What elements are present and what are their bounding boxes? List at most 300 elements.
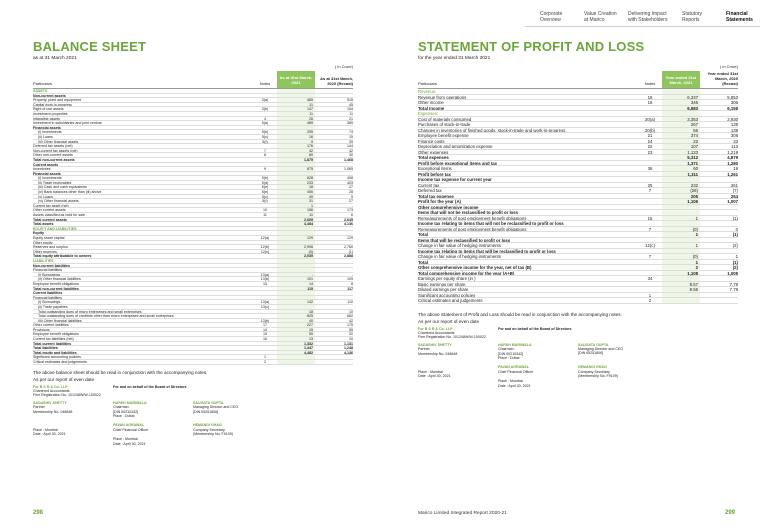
row-note xyxy=(253,259,277,263)
row-note: 5(a) xyxy=(261,121,269,126)
row-note: 15 xyxy=(647,215,653,221)
row-previous-value: 2,645 xyxy=(344,217,353,222)
row-current-value xyxy=(277,94,315,98)
row-particular: Non-current tax assets (net) xyxy=(33,148,78,153)
row-particular: Current tax xyxy=(418,182,440,187)
row-current-value: 1,875 xyxy=(277,158,315,162)
row-particular: Total non-current liabilities xyxy=(33,286,79,291)
auditor-firm: For B S R & Co. LLP xyxy=(33,384,68,389)
signatory-place: Place : Dubai xyxy=(113,414,135,419)
row-particular: Income tax relating to items that will be reclassified to profit or loss xyxy=(418,248,556,253)
row-previous-value: 0 xyxy=(735,226,738,232)
row-previous-value xyxy=(700,238,738,243)
row-note: 24 xyxy=(647,138,653,144)
row-particular: Profit before tax xyxy=(418,171,451,176)
row-current-value: 9 xyxy=(277,140,315,144)
row-note: 13(a) xyxy=(260,272,270,277)
row-current-value: 11 xyxy=(277,213,315,217)
row-particular: Capital work-in-progress xyxy=(33,102,72,107)
row-previous-value: 1,261 xyxy=(727,171,738,177)
row-current-value: 101 xyxy=(277,277,315,281)
row-particular: Financial liabilities xyxy=(33,268,62,272)
row-previous-value: 261 xyxy=(730,182,738,188)
row-note: 5(c) xyxy=(261,134,269,139)
row-particular: (v) Loans xyxy=(38,194,53,199)
nav-item-value-creation[interactable]: Value Creation at Marico xyxy=(584,11,617,23)
page-title: STATEMENT OF PROFIT AND LOSS xyxy=(418,39,645,54)
row-particular: Property, plant and equipment xyxy=(33,98,81,102)
row-previous-value xyxy=(315,305,353,309)
row-current-value: 1,447 xyxy=(277,346,315,350)
row-current-value: 1 xyxy=(277,204,315,208)
signatory-role: Managing Director and CEO xyxy=(193,405,239,410)
row-current-value: 1,311 xyxy=(662,172,700,177)
row-previous-value: 1,280 xyxy=(727,160,738,166)
row-previous-value: 173 xyxy=(347,208,353,213)
row-previous-value: 4,879 xyxy=(727,155,738,160)
row-note xyxy=(253,264,277,268)
row-particular: Other current liabilities xyxy=(33,323,69,327)
row-previous-value: 10 xyxy=(349,337,353,342)
row-particular: Other income xyxy=(418,100,444,105)
row-previous-value: 129 xyxy=(347,236,353,240)
row-particular: Other comprehensive income for the year, net of tax (B) xyxy=(418,265,532,270)
row-note: 2 xyxy=(264,360,266,365)
row-particular: Change in fair value of hedging instruments xyxy=(418,243,501,248)
row-note xyxy=(253,351,277,355)
row-note: 11 xyxy=(263,213,267,218)
row-current-value: 295 xyxy=(277,130,315,134)
row-note: 1 xyxy=(648,292,652,298)
row-note xyxy=(253,172,277,176)
unit-label: ( in Crore) xyxy=(334,64,353,69)
header-previous-year: Year ended 31st March, 2020 (Recast) xyxy=(707,71,738,86)
row-note xyxy=(638,260,662,265)
row-particular: Investment in subsidiaries and joint venture xyxy=(33,121,102,125)
row-current-value xyxy=(277,241,315,245)
row-particular: Deferred tax xyxy=(418,188,442,193)
row-note xyxy=(638,106,662,111)
row-note: 5(f) xyxy=(262,199,268,204)
row-previous-value: 1,065 xyxy=(344,167,353,172)
row-current-value: 1,106 xyxy=(662,199,700,204)
row-current-value: 11 xyxy=(277,103,315,107)
row-current-value: 346 xyxy=(662,100,700,105)
row-note xyxy=(638,89,662,94)
row-particular: Current assets xyxy=(33,162,59,167)
row-current-value: 875 xyxy=(277,167,315,171)
row-particular: Items that will be reclassified to profit or loss xyxy=(418,237,511,242)
row-current-value: 18 xyxy=(277,310,315,314)
row-current-value xyxy=(277,305,315,309)
row-current-value xyxy=(662,249,700,254)
header-notes: Notes xyxy=(259,81,271,86)
row-particular: Total assets xyxy=(33,222,54,226)
row-current-value: 1 xyxy=(662,260,700,265)
row-particular: Reserves and surplus xyxy=(33,245,68,249)
row-particular: Right of use assets xyxy=(33,107,64,111)
row-previous-value xyxy=(700,276,738,281)
row-particular: Total outstanding dues of creditors other than micro enterprises and small enterprises xyxy=(38,314,174,318)
row-previous-value: 306 xyxy=(730,100,738,105)
row-current-value: - xyxy=(277,273,315,277)
row-note: 12(b) xyxy=(260,245,270,250)
row-note xyxy=(253,296,277,300)
row-note: 15 xyxy=(263,281,267,286)
row-particular: Exceptional items xyxy=(418,166,452,171)
signatory-place: Place : Dubai xyxy=(498,355,520,360)
row-note xyxy=(253,287,277,291)
row-particular: Profit before exceptional items and tax xyxy=(418,160,498,165)
row-particular: Items that will not be reclassified to profit or loss xyxy=(418,210,519,215)
row-note xyxy=(253,241,277,245)
row-previous-value: 408 xyxy=(347,176,353,181)
row-particular: Profit for the year (A) xyxy=(418,199,461,204)
row-previous-value: 138 xyxy=(730,122,738,127)
row-note xyxy=(253,310,277,314)
row-particular: (ii) Loans xyxy=(38,134,53,139)
row-particular: Diluted earnings per share xyxy=(418,287,469,292)
row-note: 5(c) xyxy=(261,194,269,199)
row-current-value xyxy=(277,268,315,272)
row-note: 12(a) xyxy=(260,236,270,240)
row-note: 25 xyxy=(647,182,653,188)
signatory-name: SAUGATA GUPTA xyxy=(578,342,609,347)
row-previous-value: 1,468 xyxy=(344,157,353,162)
row-particular: Current tax asset (net) xyxy=(33,203,69,208)
top-navigation xyxy=(540,11,760,23)
row-previous-value xyxy=(315,360,353,364)
row-particular: Total expenses xyxy=(418,155,449,160)
row-particular: Total equity and liabilities xyxy=(33,350,77,355)
row-note xyxy=(253,231,277,235)
nav-item-delivering-impact[interactable]: Delivering Impact with Stakeholders xyxy=(628,11,668,23)
signatory-name: HARSH MARIWALA xyxy=(498,342,532,347)
row-particular: Total current assets xyxy=(33,217,67,222)
row-previous-value: 2,888 xyxy=(344,254,353,259)
row-previous-value: 138 xyxy=(730,127,738,133)
row-note: 3(a) xyxy=(261,98,269,103)
row-current-value xyxy=(662,293,700,298)
row-current-value: 406 xyxy=(277,190,315,194)
row-particular: (iii) Other financial assets xyxy=(38,139,79,144)
row-particular: Employee benefit obligations xyxy=(33,281,79,286)
row-note xyxy=(638,177,662,182)
row-particular: Total non-current assets xyxy=(33,157,75,162)
header-previous-year: As at 31st March, 2020 (Recast) xyxy=(320,76,353,86)
row-previous-value: 7.79 xyxy=(729,281,738,287)
row-particular: Financial assets xyxy=(33,171,61,176)
row-current-value: 50 xyxy=(277,332,315,336)
row-previous-value: - xyxy=(351,203,353,208)
row-previous-value: 33 xyxy=(733,138,738,144)
row-particular: Earnings per equity share (in ) xyxy=(418,276,476,281)
table-row xyxy=(418,298,738,304)
row-note: 9 xyxy=(264,167,266,172)
date: Date : April 30, 2021 xyxy=(113,441,146,446)
row-particular: Changes in inventories of finished goods, stock-in-trade and work-in-progress xyxy=(418,127,566,132)
row-particular: ASSETS xyxy=(33,89,48,93)
row-current-value: 115 xyxy=(277,287,315,291)
row-note: 5(b) xyxy=(261,130,269,135)
date: Date : April 30, 2021 xyxy=(498,383,531,388)
row-previous-value: 144 xyxy=(347,144,353,149)
row-particular: Other equity xyxy=(33,240,53,245)
row-note xyxy=(638,122,662,127)
row-note xyxy=(253,158,277,162)
page-subtitle: for the year ended 31 March 2021 xyxy=(418,56,491,61)
row-current-value: 3,353 xyxy=(662,117,700,122)
row-previous-value xyxy=(315,241,353,245)
row-current-value xyxy=(662,221,700,226)
row-current-value: 56 xyxy=(662,128,700,133)
row-note xyxy=(253,218,277,222)
row-current-value: 2,035 xyxy=(277,254,315,258)
row-note: 36 xyxy=(647,166,653,171)
header-particulars: Particulars xyxy=(418,81,437,86)
row-previous-value xyxy=(700,111,738,116)
row-particular: Other comprehensive income xyxy=(418,204,479,209)
row-previous-value: 45 xyxy=(349,102,353,107)
signatory-name: HARSH MARIWALA xyxy=(113,400,147,405)
row-current-value: 4,482 xyxy=(277,351,315,355)
signatory-role: Company Secretary xyxy=(193,427,225,432)
row-particular: Equity share capital xyxy=(33,236,65,240)
row-previous-value: (1) xyxy=(732,215,738,221)
profit-loss-page xyxy=(418,40,738,388)
row-current-value: 6,337 xyxy=(662,95,700,100)
row-previous-value: 2,930 xyxy=(727,116,738,122)
row-particular: Intangible assets xyxy=(33,116,60,121)
row-previous-value: 1,005 xyxy=(727,270,738,276)
row-note: 13(c) xyxy=(260,304,270,309)
row-particular: Equity xyxy=(33,231,44,235)
row-note: 7 xyxy=(648,188,652,193)
row-current-value xyxy=(662,177,700,182)
row-previous-value: (1) xyxy=(732,232,738,237)
row-previous-value: 55 xyxy=(349,327,353,332)
row-previous-value: 682 xyxy=(347,314,353,319)
row-note: 17 xyxy=(263,323,267,328)
row-previous-value: 109 xyxy=(347,277,353,282)
row-note: 10 xyxy=(263,208,267,213)
signatory-din: [DIN 00210342] xyxy=(113,409,139,414)
date: Date : April 30, 2021 xyxy=(33,432,66,437)
signatures xyxy=(418,327,738,388)
row-note: 4 xyxy=(264,116,266,121)
row-current-value xyxy=(277,89,315,93)
row-current-value xyxy=(277,172,315,176)
row-particular: Non-current liabilities xyxy=(33,263,70,268)
row-note: 12(c) xyxy=(645,243,655,248)
row-current-value: 267 xyxy=(662,122,700,127)
row-previous-value: 27 xyxy=(349,199,353,204)
row-previous-value xyxy=(315,268,353,272)
row-current-value: 485 xyxy=(277,98,315,102)
row-current-value: 8.56 xyxy=(662,287,700,292)
row-current-value xyxy=(277,227,315,231)
auditor-type: Chartered Accountants xyxy=(418,330,455,335)
row-note xyxy=(253,222,277,226)
signatures xyxy=(33,385,353,446)
row-current-value: 825 xyxy=(277,314,315,318)
signatory-role: Chief Financial Officer xyxy=(498,369,534,374)
row-note xyxy=(638,249,662,254)
row-current-value: (0) xyxy=(662,254,700,259)
row-particular: (i) Borrowings xyxy=(38,272,61,277)
row-note xyxy=(253,342,277,346)
row-current-value: 42 xyxy=(277,149,315,153)
row-previous-value xyxy=(315,89,353,93)
row-previous-value: 4,136 xyxy=(344,222,353,227)
row-particular: (vi) Other financial assets xyxy=(38,199,79,203)
row-particular: Assets classified as held for sale xyxy=(33,213,85,217)
row-current-value xyxy=(662,276,700,281)
report-footer: Marico Limited Integrated Report 2020-21 xyxy=(418,511,507,516)
row-note xyxy=(638,172,662,177)
row-current-value: 14 xyxy=(277,282,315,286)
row-previous-value: 117 xyxy=(347,286,353,291)
table-row xyxy=(33,360,353,365)
row-note: 13(b) xyxy=(260,318,270,323)
row-current-value: 60 xyxy=(662,166,700,171)
page-title: BALANCE SHEET xyxy=(33,39,147,54)
auditor-reg: Firm Registration No. 101248W/W-100022 xyxy=(33,393,101,398)
auditor-type: Chartered Accountants xyxy=(33,389,70,394)
row-current-value: 15 xyxy=(277,328,315,332)
row-note xyxy=(253,126,277,130)
row-previous-value: 2,760 xyxy=(344,245,353,250)
row-note xyxy=(253,103,277,107)
row-note xyxy=(253,254,277,258)
row-current-value xyxy=(662,205,700,210)
unit-label: ( in Crore) xyxy=(719,64,738,69)
row-previous-value xyxy=(700,298,738,303)
row-current-value: 147 xyxy=(277,107,315,111)
row-note xyxy=(253,346,277,350)
row-note xyxy=(253,204,277,208)
signatory-din: [DIN 05251806] xyxy=(193,409,219,414)
nav-item-statutory-reports[interactable]: Statutory Reports xyxy=(682,11,703,23)
row-note xyxy=(638,155,662,160)
row-current-value xyxy=(277,231,315,235)
row-previous-value xyxy=(315,227,353,231)
row-note xyxy=(638,287,662,292)
row-note: 2 xyxy=(648,298,652,303)
row-current-value: 205 xyxy=(662,194,700,199)
row-note: 21 xyxy=(647,133,653,138)
row-previous-value: 113 xyxy=(731,144,738,149)
row-particular: Employee benefit obligations xyxy=(33,332,79,337)
row-previous-value: (7) xyxy=(732,188,738,193)
row-particular: Financial assets xyxy=(33,125,61,130)
row-note xyxy=(253,144,277,148)
signatory-role: Company Secretary xyxy=(578,369,610,374)
row-current-value: 628 xyxy=(277,176,315,180)
row-particular: Investment properties xyxy=(33,111,68,116)
row-note: 3(b) xyxy=(261,107,269,112)
row-current-value: 1 xyxy=(662,232,700,237)
page-number-right: 299 xyxy=(724,510,735,516)
row-particular: Employee benefit expense xyxy=(418,133,469,138)
board-label: For and on behalf of the Board of Directors xyxy=(113,384,187,389)
signatory-role: Chairman xyxy=(498,347,514,352)
row-particular: Provisions xyxy=(33,327,50,332)
row-previous-value: 39 xyxy=(349,139,353,144)
row-current-value: 1,133 xyxy=(662,150,700,155)
row-current-value: 1,108 xyxy=(662,271,700,276)
row-previous-value xyxy=(700,89,738,94)
row-current-value: 227 xyxy=(277,323,315,327)
row-current-value: 2,906 xyxy=(277,245,315,249)
row-particular: (i) Investments xyxy=(38,176,62,180)
signatory-name: SADASHIV SHETTY xyxy=(33,400,67,405)
row-current-value: 40 xyxy=(277,319,315,323)
row-previous-value: 254 xyxy=(730,193,738,199)
row-current-value: 2 xyxy=(662,265,700,270)
nav-item-corporate-overview[interactable]: Corporate Overview xyxy=(540,11,563,23)
row-current-value: 176 xyxy=(277,144,315,148)
row-note: 7 xyxy=(648,226,652,232)
row-particular: Other expenses xyxy=(418,149,449,154)
row-previous-value: 4,136 xyxy=(344,350,353,355)
row-particular: Inventories xyxy=(33,167,51,171)
row-current-value xyxy=(277,291,315,295)
row-note: 15 xyxy=(263,332,267,337)
signatory-din: [DIN 05251806] xyxy=(578,351,604,356)
row-note: 5(b) xyxy=(261,176,269,181)
nav-divider xyxy=(525,26,760,27)
row-previous-value: 1,248 xyxy=(344,346,353,351)
row-previous-value: 30 xyxy=(349,153,353,158)
row-previous-value: 32 xyxy=(349,332,353,337)
page-number-left: 298 xyxy=(33,510,44,516)
row-previous-value: 42 xyxy=(349,318,353,323)
row-particular: Current liabilities xyxy=(33,291,63,295)
row-particular: (i) Borrowings xyxy=(38,300,61,304)
row-current-value xyxy=(277,264,315,268)
row-note xyxy=(638,238,662,243)
signatory-name: PAVAN AGRAWAL xyxy=(113,423,145,428)
row-current-value: 4,484 xyxy=(277,222,315,226)
row-current-value: 13 xyxy=(277,337,315,341)
report-reference: As per our report of even date xyxy=(418,318,480,324)
row-previous-value: (2) xyxy=(732,265,738,270)
row-previous-value: 1 xyxy=(735,254,738,259)
row-note xyxy=(638,199,662,204)
row-previous-value: 11 xyxy=(349,111,353,116)
nav-item-financial-statements[interactable]: Financial Statements xyxy=(726,11,753,23)
row-particular: Expenses: xyxy=(418,111,439,116)
row-current-value: 233 xyxy=(277,181,315,185)
row-current-value: 107 xyxy=(662,144,700,149)
row-note xyxy=(253,94,277,98)
signatory-role: Partner xyxy=(418,347,430,352)
row-current-value: 142 xyxy=(277,300,315,304)
table-header xyxy=(33,69,353,89)
row-previous-value: 110 xyxy=(347,300,353,305)
signatory-name: SAUGATA GUPTA xyxy=(193,400,224,405)
row-previous-value xyxy=(700,210,738,215)
row-particular: Total liabilities xyxy=(33,346,58,350)
row-particular: Other reserves xyxy=(33,249,57,254)
row-particular: Financial liabilities xyxy=(33,295,62,300)
row-current-value xyxy=(277,163,315,167)
row-current-value: 374 xyxy=(662,133,700,138)
row-particular: (ii) Trade receivables xyxy=(38,180,72,185)
row-note xyxy=(638,282,662,287)
signatory-membership: (Membership No. F9109) xyxy=(578,374,618,379)
